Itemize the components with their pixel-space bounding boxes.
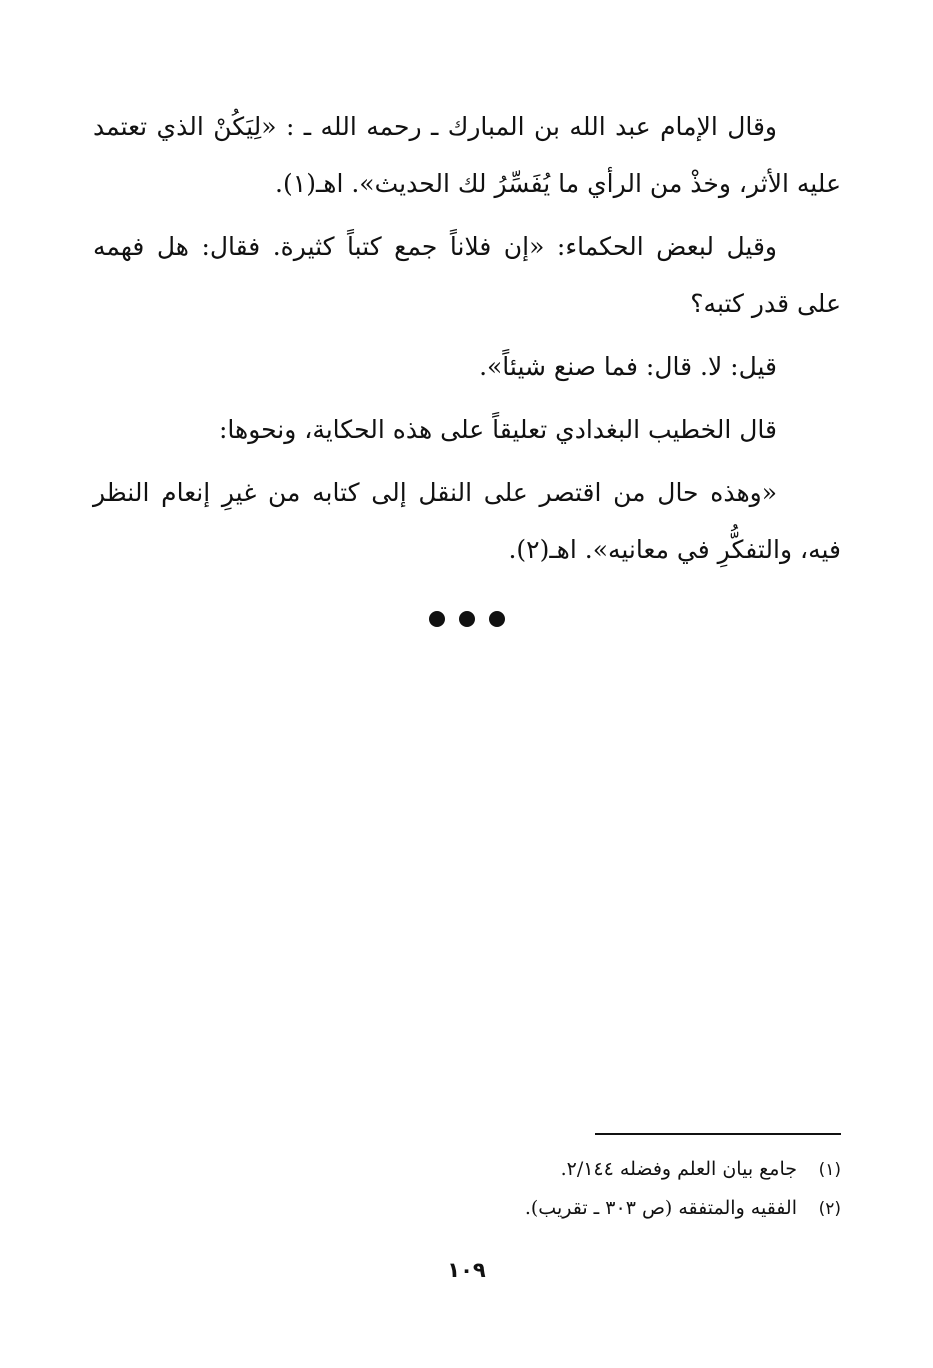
divider-dot-icon — [429, 611, 445, 627]
footnote-text: الفقيه والمتفقه (ص ٣٠٣ ـ تقريب). — [524, 1197, 797, 1219]
paragraph-khatib-quote: «وهذه حال من اقتصر على النقل إلى كتابه من غيرِ إنعام النظر فيه، والتفكُّرِ في معانيه». اهـ(٢). — [93, 478, 841, 564]
paragraph-ibn-al-mubarak: وقال الإمام عبد الله بن المبارك ـ رحمه الله ـ : «لِيَكُنْ الذي تعتمد عليه الأثر، وخذْ من الرأي ما يُفَسِّرُ لك الحديث». اهـ(١). — [93, 112, 841, 198]
main-text — [93, 98, 841, 584]
footnote-text: جامع بيان العلم وفضله ٢/١٤٤. — [560, 1158, 797, 1180]
footnote-separator — [595, 1133, 841, 1135]
footnote-item — [93, 1189, 841, 1228]
paragraph-khatib-intro: قال الخطيب البغدادي تعليقاً على هذه الحكاية، ونحوها: — [219, 415, 777, 444]
paragraph-hukama-answer: قيل: لا. قال: فما صنع شيئاً». — [479, 352, 777, 381]
footnote-number: (٢) — [818, 1199, 841, 1219]
footnote-number: (١) — [818, 1160, 841, 1180]
section-divider-dots — [0, 611, 933, 627]
page-number: ١٠٩ — [447, 1258, 486, 1282]
footnote-item — [93, 1150, 841, 1189]
divider-dot-icon — [459, 611, 475, 627]
paragraph-hukama-question: وقيل لبعض الحكماء: «إن فلاناً جمع كتباً كثيرة. فقال: هل فهمه على قدر كتبه؟ — [93, 232, 841, 318]
footnotes — [93, 1150, 841, 1228]
divider-dot-icon — [489, 611, 505, 627]
